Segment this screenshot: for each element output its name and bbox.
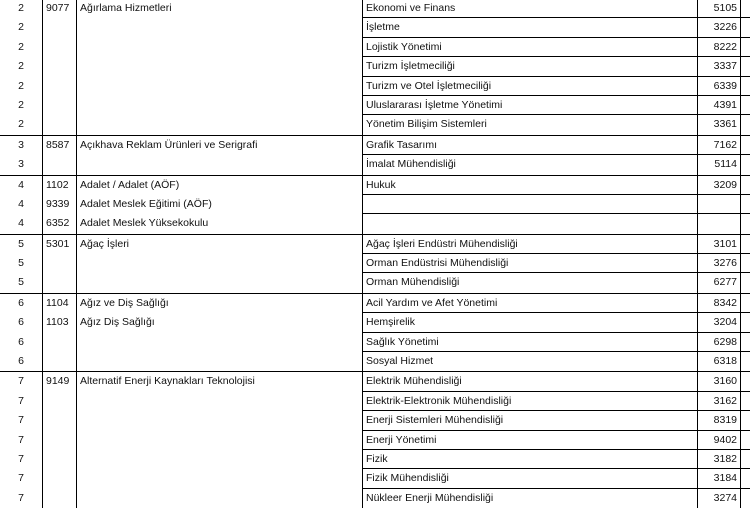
program-name <box>80 57 360 76</box>
row-number: 5 <box>18 257 24 270</box>
program-name: Adalet Meslek Eğitimi (AÖF) <box>80 197 212 210</box>
row-number: 7 <box>18 452 24 465</box>
program-name: Ağız Diş Sağlığı <box>80 316 155 329</box>
row-number: 7 <box>18 433 24 446</box>
row-number: 2 <box>18 21 24 34</box>
table-row <box>0 411 750 430</box>
department-name: Sosyal Hizmet <box>366 355 434 368</box>
department-code: 3276 <box>713 257 737 270</box>
row-number: 6 <box>18 355 24 368</box>
program-code <box>46 411 76 430</box>
table-row <box>0 313 750 332</box>
program-name <box>80 392 360 411</box>
row-number: 3 <box>18 138 24 151</box>
department-name: Ekonomi ve Finans <box>366 2 456 14</box>
program-code <box>46 450 76 469</box>
program-name: Alternatif Enerji Kaynakları Teknolojisi <box>80 375 255 388</box>
department-name: İmalat Mühendisliği <box>366 158 456 171</box>
department-code: 8222 <box>713 40 737 53</box>
table-row <box>0 38 750 57</box>
department-code: 3337 <box>713 60 737 73</box>
program-code: 9339 <box>46 197 70 210</box>
program-code: 9077 <box>46 2 70 14</box>
table-row <box>0 155 750 174</box>
department-code: 5105 <box>713 2 737 14</box>
program-code: 1104 <box>46 296 69 309</box>
table-group <box>0 371 750 508</box>
program-name <box>80 333 360 352</box>
department-code: 9402 <box>713 433 737 446</box>
department-name: Grafik Tasarımı <box>366 138 437 151</box>
row-number: 6 <box>18 296 24 309</box>
department-name: Uluslararası İşletme Yönetimi <box>366 98 503 111</box>
program-code: 1103 <box>46 316 69 329</box>
row-number: 4 <box>18 178 24 191</box>
table-row <box>0 352 750 371</box>
department-name: Lojistik Yönetimi <box>366 40 442 53</box>
program-code <box>46 273 76 292</box>
row-number: 5 <box>18 276 24 289</box>
department-name: Yönetim Bilişim Sistemleri <box>366 118 487 131</box>
program-code <box>46 352 76 371</box>
table-row <box>0 450 750 469</box>
program-name <box>80 450 360 469</box>
department-code: 3204 <box>713 316 737 329</box>
program-name <box>80 411 360 430</box>
program-code: 5301 <box>46 237 70 250</box>
table-row <box>0 431 750 450</box>
program-name <box>80 352 360 371</box>
table-row <box>0 176 750 195</box>
program-code <box>46 431 76 450</box>
program-name <box>80 431 360 450</box>
department-name: Nükleer Enerji Mühendisliği <box>366 491 494 504</box>
table-row <box>0 235 750 254</box>
table-row <box>0 333 750 352</box>
table-row <box>0 273 750 292</box>
row-number: 4 <box>18 217 24 230</box>
program-name <box>80 115 360 134</box>
department-code: 7162 <box>713 138 737 151</box>
program-code: 9149 <box>46 375 70 388</box>
department-code: 5114 <box>714 158 737 171</box>
department-code: 6277 <box>713 276 737 289</box>
row-number: 5 <box>18 237 24 250</box>
table-row <box>0 469 750 488</box>
row-number: 2 <box>18 118 24 131</box>
program-code <box>46 38 76 57</box>
row-number: 2 <box>18 40 24 53</box>
department-name: Elektrik-Elektronik Mühendisliği <box>366 394 512 407</box>
table-row <box>0 214 750 233</box>
department-name: Orman Endüstrisi Mühendisliği <box>366 257 509 270</box>
department-name: İşletme <box>366 21 400 34</box>
program-name: Ağırlama Hizmetleri <box>80 2 172 14</box>
program-code <box>46 155 76 174</box>
program-code: 1102 <box>46 178 69 191</box>
program-code <box>46 392 76 411</box>
program-name <box>80 155 360 174</box>
department-name <box>366 195 696 214</box>
program-code <box>46 57 76 76</box>
table-row <box>0 136 750 155</box>
department-name: Ağaç İşleri Endüstri Mühendisliği <box>366 237 518 250</box>
program-name <box>80 18 360 37</box>
department-code <box>700 195 737 214</box>
program-code <box>46 469 76 488</box>
department-name: Enerji Yönetimi <box>366 433 437 446</box>
row-number: 7 <box>18 414 24 427</box>
row-number: 7 <box>18 394 24 407</box>
table-row <box>0 18 750 37</box>
program-name: Açıkhava Reklam Ürünleri ve Serigrafi <box>80 138 258 151</box>
table-row <box>0 294 750 313</box>
department-code: 8342 <box>713 296 737 309</box>
row-number: 7 <box>18 472 24 485</box>
program-code <box>46 489 76 508</box>
department-code: 6339 <box>713 79 737 92</box>
department-code: 3209 <box>713 178 737 191</box>
table-row <box>0 372 750 391</box>
row-number: 6 <box>18 335 24 348</box>
table-row <box>0 77 750 96</box>
program-name: Ağaç İşleri <box>80 237 130 250</box>
program-code: 8587 <box>46 138 70 151</box>
department-name: Hukuk <box>366 178 396 191</box>
department-code: 3361 <box>713 118 737 131</box>
program-code <box>46 77 76 96</box>
row-number: 4 <box>18 197 24 210</box>
table-row <box>0 392 750 411</box>
table-group <box>0 234 750 293</box>
table-group <box>0 175 750 234</box>
department-name: Elektrik Mühendisliği <box>366 375 462 388</box>
table-row <box>0 254 750 273</box>
table-row <box>0 115 750 134</box>
program-code <box>46 18 76 37</box>
table-group <box>0 293 750 372</box>
row-number: 2 <box>18 60 24 73</box>
program-name <box>80 254 360 273</box>
program-code <box>46 333 76 352</box>
department-name: Enerji Sistemleri Mühendisliği <box>366 414 504 427</box>
department-code: 6298 <box>713 335 737 348</box>
table-row <box>0 489 750 508</box>
program-name <box>80 489 360 508</box>
department-name: Hemşirelik <box>366 316 416 329</box>
program-name <box>80 469 360 488</box>
department-code <box>700 214 737 233</box>
table-group <box>0 135 750 175</box>
department-name <box>366 214 696 233</box>
row-number: 7 <box>18 375 24 388</box>
program-name <box>80 273 360 292</box>
program-code: 6352 <box>46 217 70 230</box>
table-row <box>0 96 750 115</box>
program-name <box>80 77 360 96</box>
department-name: Sağlık Yönetimi <box>366 335 439 348</box>
department-code: 4391 <box>713 98 737 111</box>
program-name <box>80 96 360 115</box>
department-name: Fizik Mühendisliği <box>366 472 449 485</box>
program-code <box>46 96 76 115</box>
department-code: 3101 <box>713 237 737 250</box>
row-number: 2 <box>18 98 24 111</box>
program-name <box>80 38 360 57</box>
table-row <box>0 57 750 76</box>
program-code <box>46 254 76 273</box>
row-number: 7 <box>18 491 24 504</box>
department-code: 6318 <box>713 355 737 368</box>
table-row <box>0 0 750 18</box>
program-code <box>46 115 76 134</box>
department-name: Turizm İşletmeciliği <box>366 60 455 73</box>
department-code: 3184 <box>713 472 737 485</box>
program-name: Adalet Meslek Yüksekokulu <box>80 217 209 230</box>
table-row <box>0 195 750 214</box>
department-name: Turizm ve Otel İşletmeciliği <box>366 79 492 92</box>
row-number: 2 <box>18 2 24 14</box>
department-name: Fizik <box>366 452 388 465</box>
department-name: Orman Mühendisliği <box>366 276 460 289</box>
program-name: Adalet / Adalet (AÖF) <box>80 178 180 191</box>
program-name: Ağız ve Diş Sağlığı <box>80 296 169 309</box>
department-code: 8319 <box>713 414 737 427</box>
table-group <box>0 0 750 135</box>
department-name: Acil Yardım ve Afet Yönetimi <box>366 296 498 309</box>
department-code: 3162 <box>713 394 737 407</box>
department-code: 3274 <box>713 491 737 504</box>
department-code: 3182 <box>713 452 737 465</box>
row-number: 2 <box>18 79 24 92</box>
department-code: 3226 <box>713 21 737 34</box>
row-number: 6 <box>18 316 24 329</box>
department-code: 3160 <box>713 375 737 388</box>
row-number: 3 <box>18 158 24 171</box>
